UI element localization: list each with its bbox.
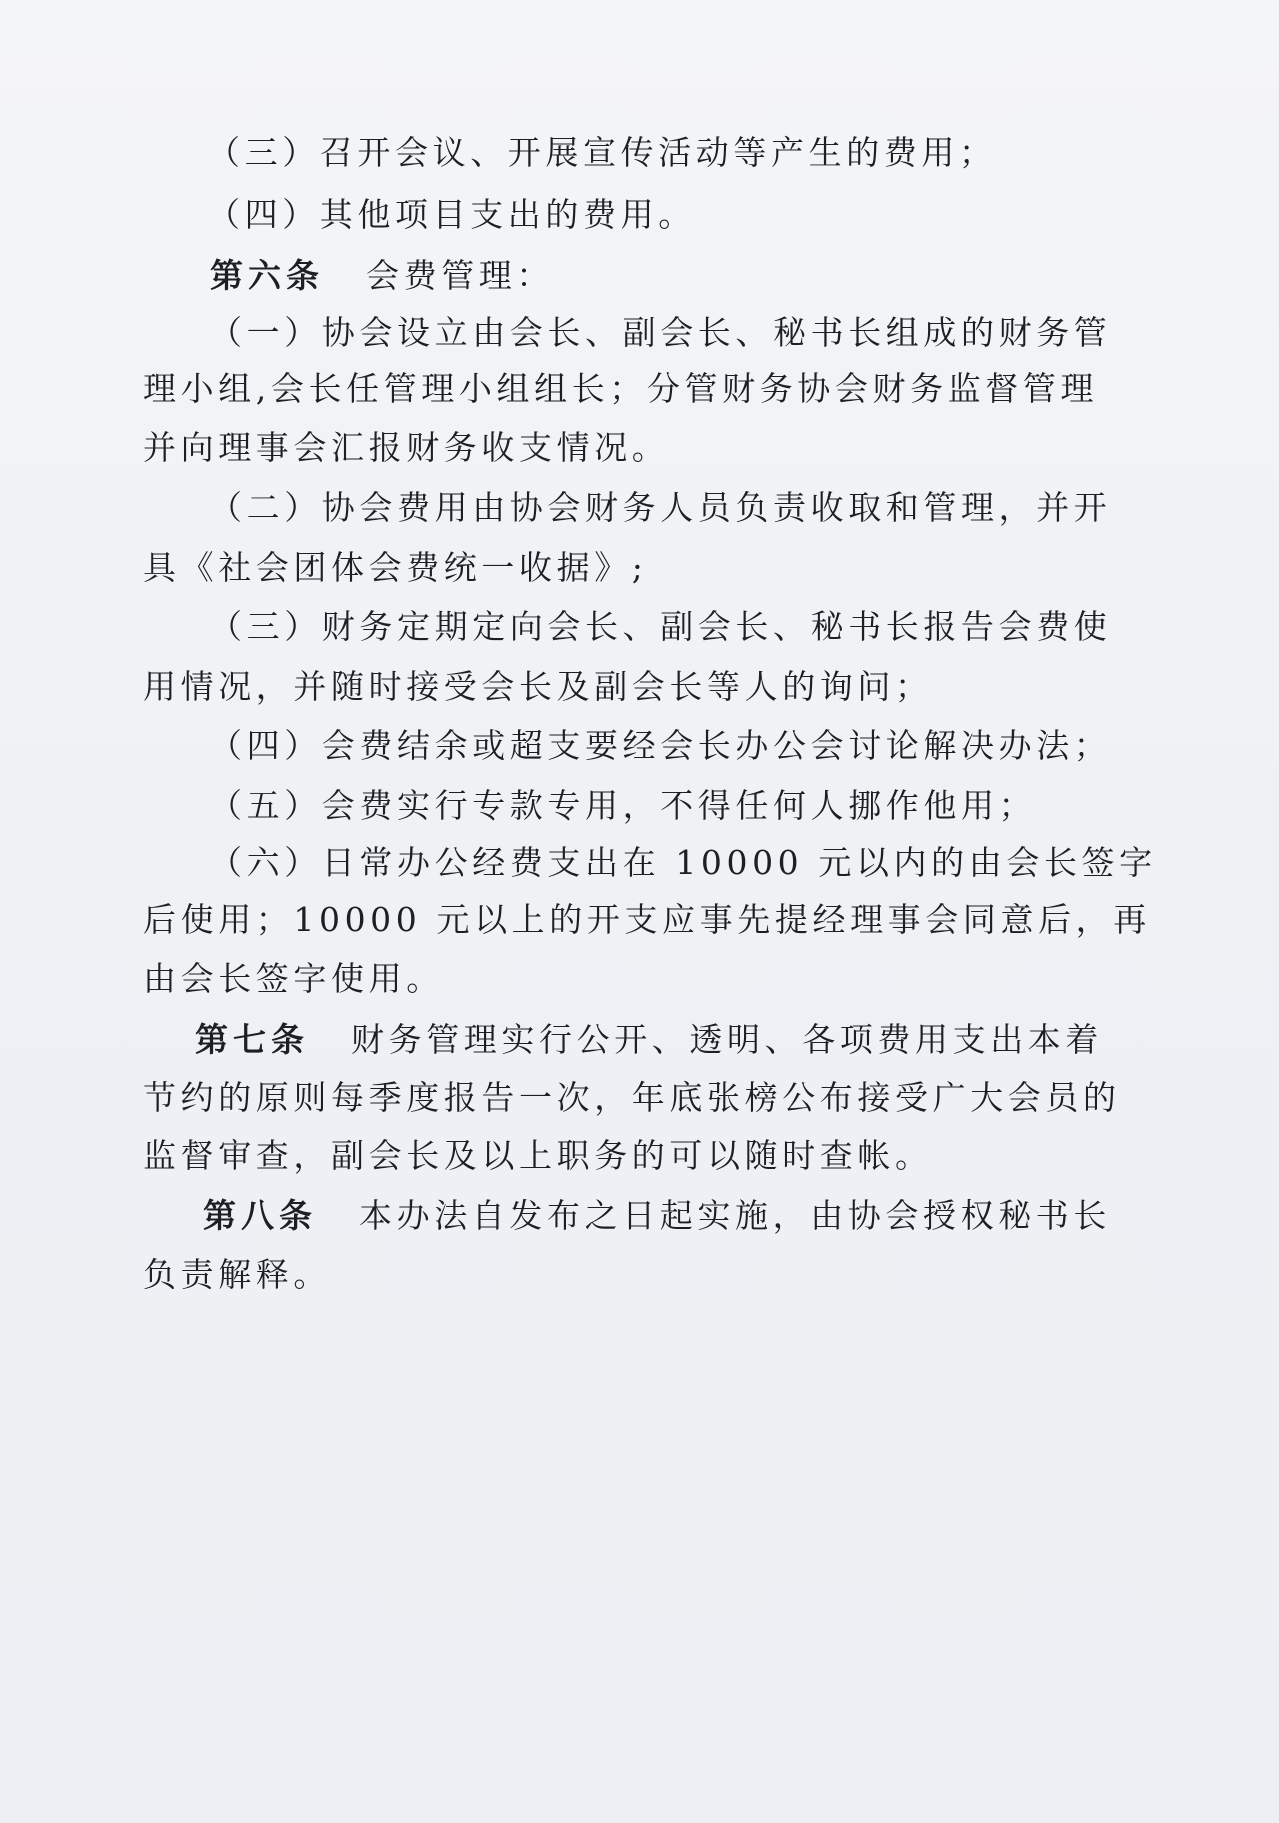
- line-six-3b: 用情况，并随时接受会长及副会长等人的询问；: [143, 667, 933, 706]
- line-expense-4: （四）其他项目支出的费用。: [207, 195, 696, 234]
- line-six-1b: 理小组,会长任管理小组组长；分管财务协会财务监督管理: [143, 369, 1099, 408]
- article-eight-title: 第八条: [203, 1196, 317, 1235]
- article-seven-text: 财务管理实行公开、透明、各项费用支出本着: [351, 1020, 1103, 1059]
- article-six-heading: [210, 254, 554, 298]
- line-six-1a: （一）协会设立由会长、副会长、秘书长组成的财务管: [209, 313, 1112, 352]
- line-six-6c: 由会长签字使用。: [143, 959, 444, 998]
- line-expense-3: （三）召开会议、开展宣传活动等产生的费用；: [207, 133, 997, 172]
- line-seven-b: 节约的原则每季度报告一次，年底张榜公布接受广大会员的: [143, 1078, 1121, 1117]
- article-seven-heading: [195, 1018, 1103, 1062]
- line-six-6b: 后使用；10000 元以上的开支应事先提经理事会同意后，再: [143, 900, 1151, 939]
- line-six-1c: 并向理事会汇报财务收支情况。: [143, 428, 670, 467]
- line-eight-b: 负责解释。: [143, 1255, 331, 1294]
- line-six-2b: 具《社会团体会费统一收据》;: [143, 548, 648, 587]
- line-six-5: （五）会费实行专款专用，不得任何人挪作他用；: [209, 786, 1037, 825]
- line-six-6a: （六）日常办公经费支出在 10000 元以内的由会长签字: [209, 843, 1157, 882]
- line-six-2a: （二）协会费用由协会财务人员负责收取和管理，并开: [209, 488, 1112, 527]
- article-seven-title: 第七条: [195, 1020, 309, 1059]
- line-six-3a: （三）财务定期定向会长、副会长、秘书长报告会费使: [209, 607, 1112, 646]
- article-six-text: 会费管理：: [366, 256, 554, 295]
- article-six-title: 第六条: [210, 256, 324, 295]
- article-eight-heading: [203, 1194, 1111, 1238]
- line-seven-c: 监督审查，副会长及以上职务的可以随时查帐。: [143, 1136, 933, 1175]
- line-six-4: （四）会费结余或超支要经会长办公会讨论解决办法；: [209, 726, 1112, 765]
- article-eight-text: 本办法自发布之日起实施，由协会授权秘书长: [359, 1196, 1111, 1235]
